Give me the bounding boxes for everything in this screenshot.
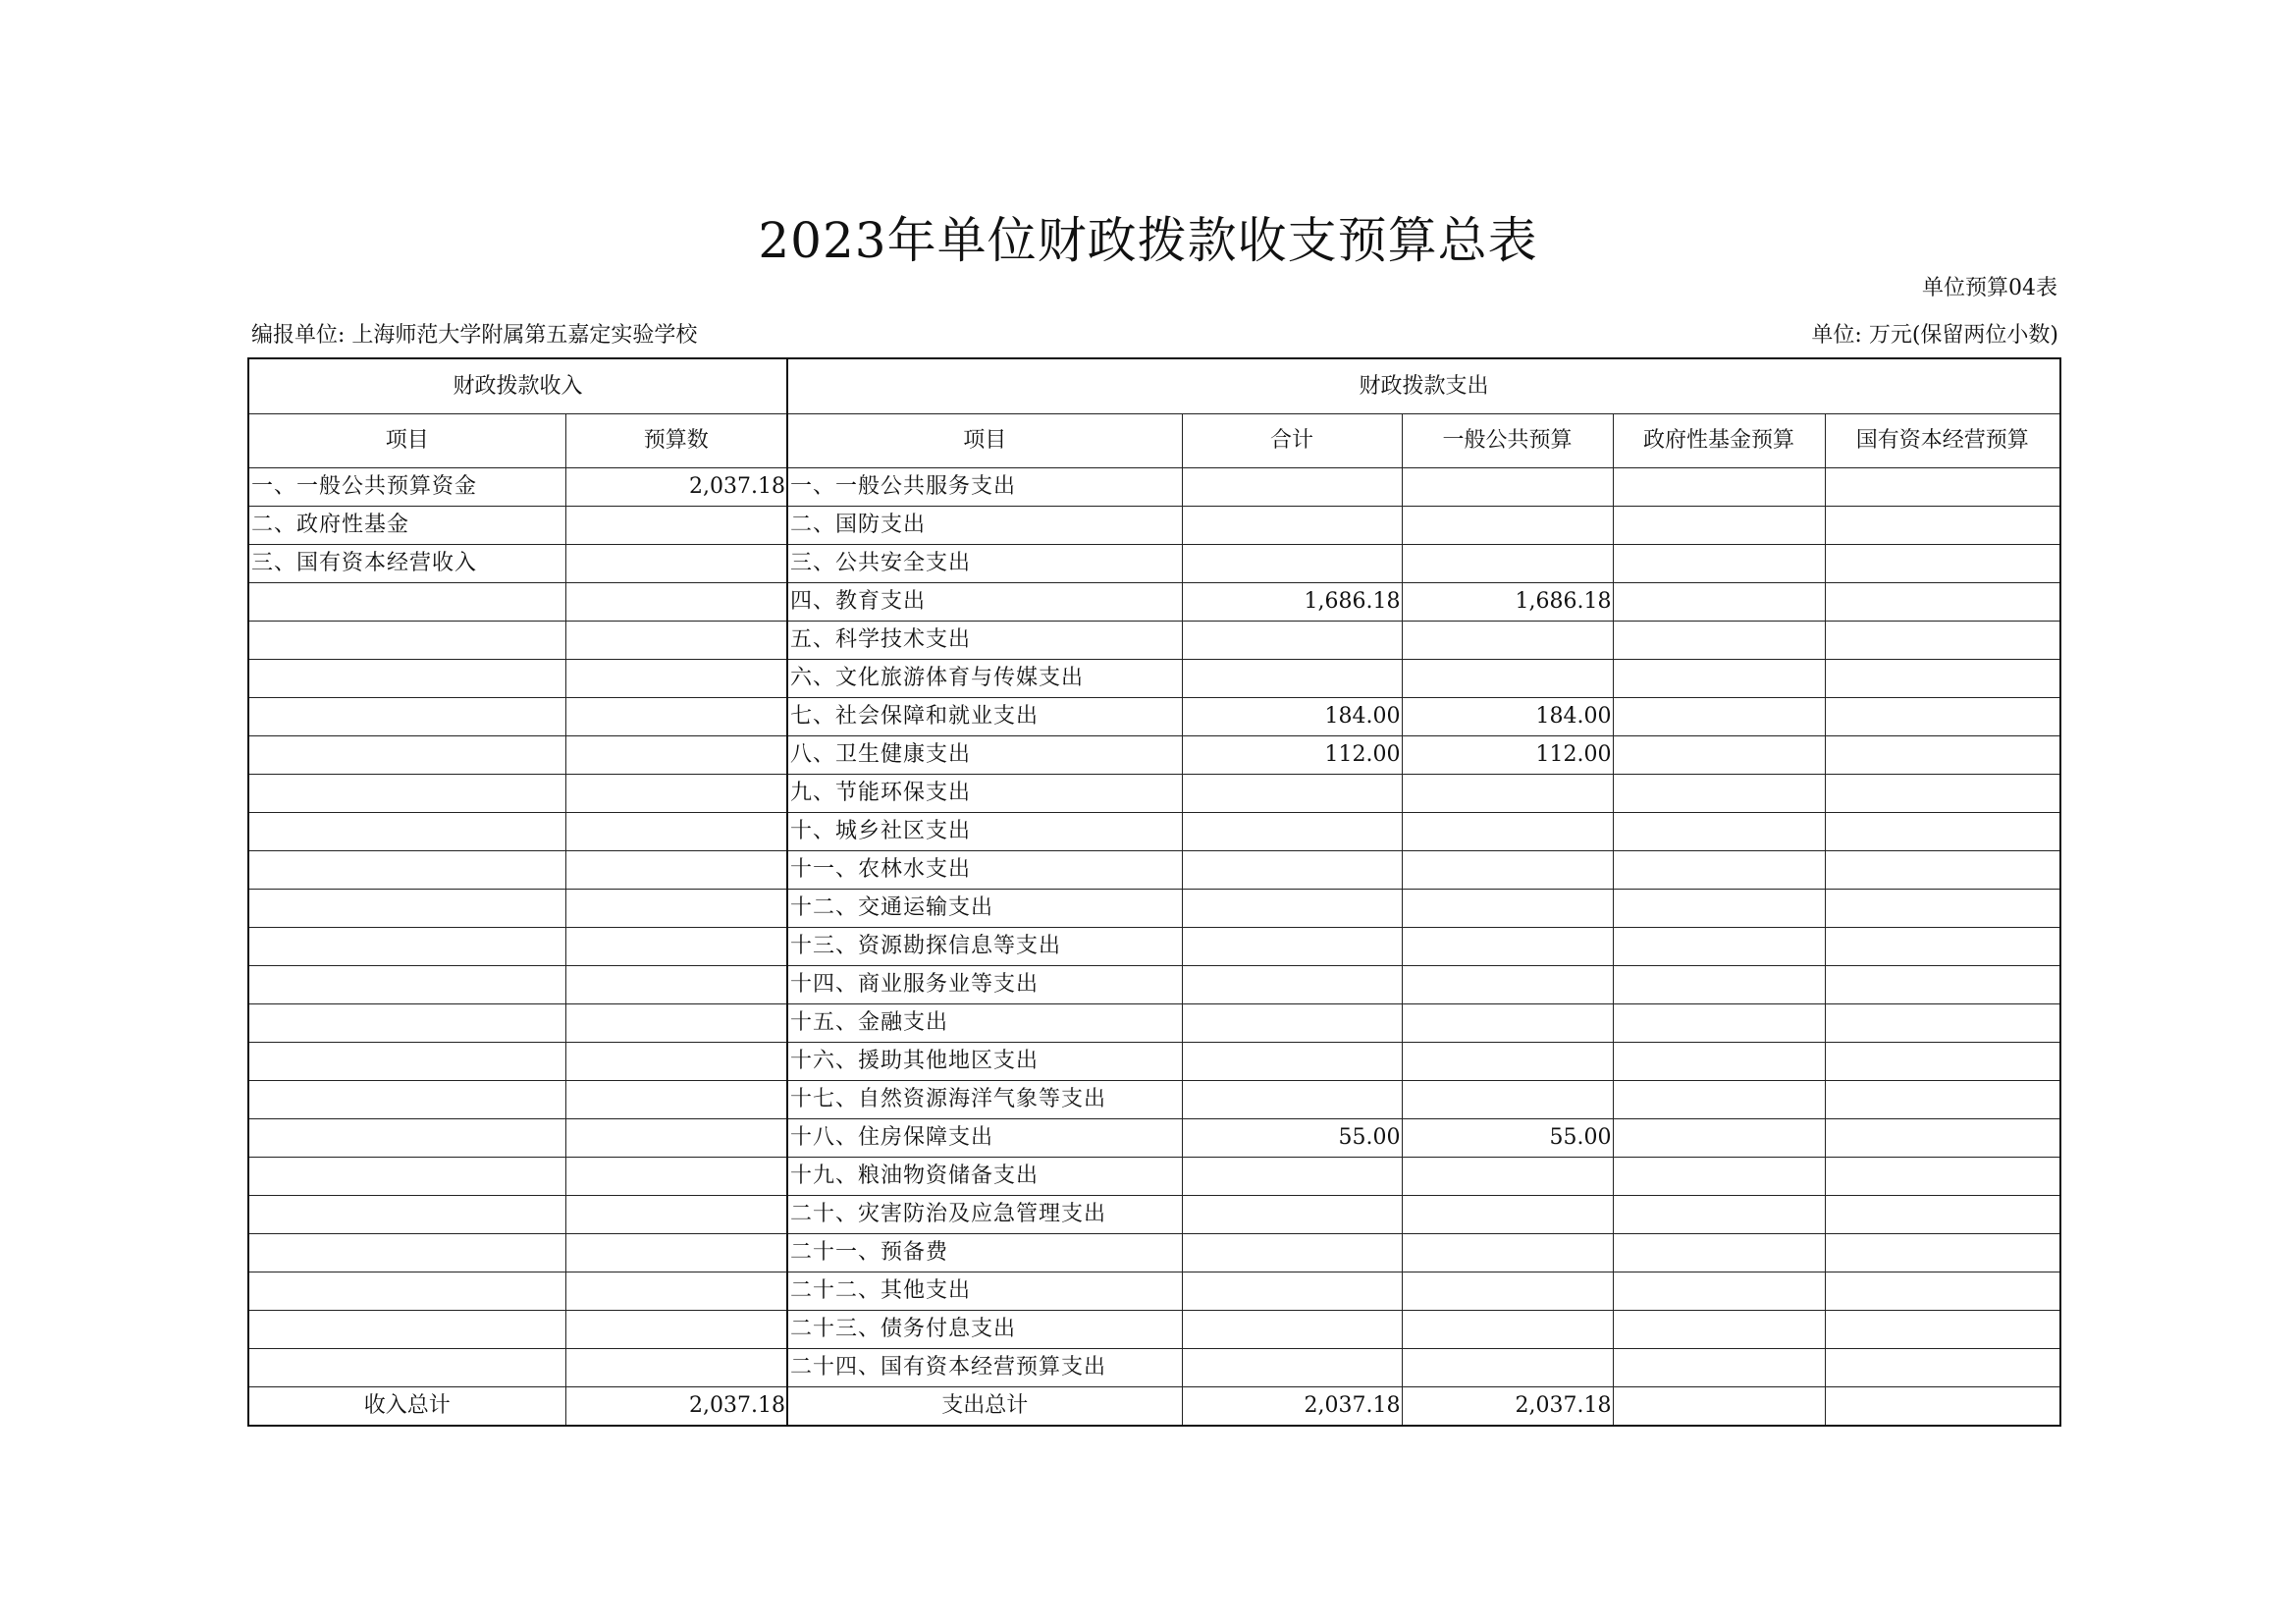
expense-total-cell: 55.00 <box>1182 1119 1402 1158</box>
expense-total-cell: 1,686.18 <box>1182 583 1402 622</box>
expense-total-cell <box>1182 1311 1402 1349</box>
expense-general-cell: 1,686.18 <box>1402 583 1613 622</box>
income-item-cell: 二、政府性基金 <box>248 507 565 545</box>
expense-state-capital-cell <box>1825 775 2060 813</box>
income-amount-cell <box>565 1234 787 1272</box>
expense-state-capital-cell <box>1825 966 2060 1004</box>
expense-item-cell: 三、公共安全支出 <box>787 545 1182 583</box>
expense-total-cell <box>1182 1081 1402 1119</box>
expense-item-cell: 四、教育支出 <box>787 583 1182 622</box>
income-amount-cell <box>565 1349 787 1387</box>
expense-total-cell <box>1182 1043 1402 1081</box>
income-item-cell <box>248 1349 565 1387</box>
income-item-cell <box>248 1004 565 1043</box>
expense-state-capital-cell <box>1825 1196 2060 1234</box>
expense-state-capital-cell <box>1825 1158 2060 1196</box>
expense-general-cell <box>1402 851 1613 890</box>
expense-general-cell <box>1402 660 1613 698</box>
income-amount-cell <box>565 545 787 583</box>
expense-state-capital-cell <box>1825 736 2060 775</box>
expense-general-cell <box>1402 468 1613 507</box>
expense-gov-fund-cell <box>1613 1272 1825 1311</box>
table-row <box>248 775 2060 813</box>
income-item-cell <box>248 660 565 698</box>
expense-total-cell <box>1182 545 1402 583</box>
table-row <box>248 1158 2060 1196</box>
expense-total-gov-fund <box>1613 1387 1825 1427</box>
expense-state-capital-cell <box>1825 1349 2060 1387</box>
table-row <box>248 1119 2060 1158</box>
expense-gov-fund-cell <box>1613 775 1825 813</box>
table-row <box>248 1311 2060 1349</box>
expense-state-capital-cell <box>1825 1272 2060 1311</box>
table-row <box>248 1234 2060 1272</box>
expense-total-cell: 112.00 <box>1182 736 1402 775</box>
expense-general-cell <box>1402 1196 1613 1234</box>
expense-item-cell: 十一、农林水支出 <box>787 851 1182 890</box>
expense-item-cell: 六、文化旅游体育与传媒支出 <box>787 660 1182 698</box>
income-item-cell <box>248 1043 565 1081</box>
income-amount-cell <box>565 507 787 545</box>
expense-item-cell: 十四、商业服务业等支出 <box>787 966 1182 1004</box>
income-amount-cell <box>565 1004 787 1043</box>
expense-state-capital-cell <box>1825 928 2060 966</box>
table-row <box>248 468 2060 507</box>
expense-general-cell <box>1402 813 1613 851</box>
expense-general-cell: 184.00 <box>1402 698 1613 736</box>
income-amount-cell <box>565 813 787 851</box>
income-item-cell <box>248 622 565 660</box>
income-item-cell <box>248 813 565 851</box>
income-amount-cell <box>565 698 787 736</box>
table-row <box>248 1004 2060 1043</box>
expense-total-state-capital <box>1825 1387 2060 1427</box>
expense-general-cell <box>1402 1158 1613 1196</box>
col-gov-fund-budget: 政府性基金预算 <box>1613 414 1825 468</box>
expense-total-cell <box>1182 1349 1402 1387</box>
expense-general-cell <box>1402 928 1613 966</box>
income-item-cell <box>248 1272 565 1311</box>
table-row <box>248 736 2060 775</box>
expense-item-cell: 十二、交通运输支出 <box>787 890 1182 928</box>
table-row <box>248 1196 2060 1234</box>
expense-gov-fund-cell <box>1613 1349 1825 1387</box>
unit-label: 单位: 万元(保留两位小数) <box>1811 323 2058 348</box>
income-item-cell <box>248 1119 565 1158</box>
expense-general-cell <box>1402 1349 1613 1387</box>
expense-total-cell <box>1182 660 1402 698</box>
table-row <box>248 851 2060 890</box>
expense-item-cell: 二十一、预备费 <box>787 1234 1182 1272</box>
expense-item-cell: 一、一般公共服务支出 <box>787 468 1182 507</box>
income-amount-cell <box>565 890 787 928</box>
income-amount-cell <box>565 1081 787 1119</box>
table-column-header <box>248 414 2060 468</box>
expense-item-cell: 十六、援助其他地区支出 <box>787 1043 1182 1081</box>
table-row <box>248 660 2060 698</box>
col-total: 合计 <box>1182 414 1402 468</box>
expense-gov-fund-cell <box>1613 545 1825 583</box>
expense-gov-fund-cell <box>1613 1119 1825 1158</box>
income-amount-cell <box>565 1119 787 1158</box>
expense-total-cell <box>1182 507 1402 545</box>
table-row <box>248 545 2060 583</box>
expense-item-cell: 五、科学技术支出 <box>787 622 1182 660</box>
expense-gov-fund-cell <box>1613 468 1825 507</box>
col-state-capital-budget: 国有资本经营预算 <box>1825 414 2060 468</box>
income-amount-cell <box>565 928 787 966</box>
expense-item-cell: 十九、粮油物资储备支出 <box>787 1158 1182 1196</box>
expense-total-cell <box>1182 468 1402 507</box>
expense-total-cell <box>1182 1158 1402 1196</box>
expense-general-cell <box>1402 1004 1613 1043</box>
expense-state-capital-cell <box>1825 507 2060 545</box>
expense-item-cell: 二十、灾害防治及应急管理支出 <box>787 1196 1182 1234</box>
expense-state-capital-cell <box>1825 851 2060 890</box>
table-row <box>248 1349 2060 1387</box>
expense-item-cell: 十五、金融支出 <box>787 1004 1182 1043</box>
income-amount-cell <box>565 660 787 698</box>
expense-total-cell <box>1182 928 1402 966</box>
col-income-budget: 预算数 <box>565 414 787 468</box>
expense-total-cell <box>1182 1196 1402 1234</box>
expense-gov-fund-cell <box>1613 813 1825 851</box>
expense-general-cell: 55.00 <box>1402 1119 1613 1158</box>
expense-total-cell: 184.00 <box>1182 698 1402 736</box>
income-item-cell <box>248 775 565 813</box>
income-amount-cell <box>565 1043 787 1081</box>
expense-item-cell: 十三、资源勘探信息等支出 <box>787 928 1182 966</box>
expense-state-capital-cell <box>1825 1004 2060 1043</box>
expense-general-cell <box>1402 1311 1613 1349</box>
page-title: 2023年单位财政拨款收支预算总表 <box>758 212 1538 269</box>
col-expense-item: 项目 <box>787 414 1182 468</box>
expense-state-capital-cell <box>1825 660 2060 698</box>
expense-gov-fund-cell <box>1613 1311 1825 1349</box>
income-item-cell <box>248 1311 565 1349</box>
expense-general-cell <box>1402 890 1613 928</box>
table-row <box>248 698 2060 736</box>
col-general-budget: 一般公共预算 <box>1402 414 1613 468</box>
income-amount-cell: 2,037.18 <box>565 468 787 507</box>
expense-state-capital-cell <box>1825 1119 2060 1158</box>
expense-state-capital-cell <box>1825 1081 2060 1119</box>
expense-gov-fund-cell <box>1613 1043 1825 1081</box>
form-number: 单位预算04表 <box>1922 276 2057 300</box>
expense-total-cell <box>1182 1004 1402 1043</box>
income-amount-cell <box>565 622 787 660</box>
income-item-cell <box>248 698 565 736</box>
expense-total-cell <box>1182 966 1402 1004</box>
expense-gov-fund-cell <box>1613 1004 1825 1043</box>
expense-general-cell <box>1402 1234 1613 1272</box>
budget-table <box>247 357 2061 1427</box>
expense-state-capital-cell <box>1825 545 2060 583</box>
income-item-cell <box>248 966 565 1004</box>
expense-total-cell <box>1182 1272 1402 1311</box>
income-item-cell <box>248 1196 565 1234</box>
expense-item-cell: 二十四、国有资本经营预算支出 <box>787 1349 1182 1387</box>
expense-total-label: 支出总计 <box>787 1387 1182 1427</box>
expense-item-cell: 二、国防支出 <box>787 507 1182 545</box>
expense-gov-fund-cell <box>1613 736 1825 775</box>
expense-general-cell: 112.00 <box>1402 736 1613 775</box>
expense-total-cell <box>1182 890 1402 928</box>
expense-general-cell <box>1402 1081 1613 1119</box>
expense-total-amount: 2,037.18 <box>1182 1387 1402 1427</box>
expense-general-cell <box>1402 775 1613 813</box>
table-row <box>248 928 2060 966</box>
income-item-cell <box>248 736 565 775</box>
table-row <box>248 813 2060 851</box>
expense-state-capital-cell <box>1825 813 2060 851</box>
income-amount-cell <box>565 1158 787 1196</box>
table-row <box>248 890 2060 928</box>
income-item-cell: 三、国有资本经营收入 <box>248 545 565 583</box>
table-group-header <box>248 358 2060 414</box>
expense-item-cell: 十、城乡社区支出 <box>787 813 1182 851</box>
expense-general-cell <box>1402 966 1613 1004</box>
expense-gov-fund-cell <box>1613 622 1825 660</box>
income-amount-cell <box>565 851 787 890</box>
expense-state-capital-cell <box>1825 1311 2060 1349</box>
expense-state-capital-cell <box>1825 890 2060 928</box>
expense-item-cell: 十七、自然资源海洋气象等支出 <box>787 1081 1182 1119</box>
totals-row <box>248 1387 2060 1427</box>
expense-total-cell <box>1182 813 1402 851</box>
expense-total-cell <box>1182 622 1402 660</box>
income-item-cell <box>248 1081 565 1119</box>
expense-state-capital-cell <box>1825 468 2060 507</box>
expense-item-cell: 二十三、债务付息支出 <box>787 1311 1182 1349</box>
expense-group-header: 财政拨款支出 <box>787 358 2060 414</box>
expense-gov-fund-cell <box>1613 1196 1825 1234</box>
expense-gov-fund-cell <box>1613 1234 1825 1272</box>
expense-item-cell: 九、节能环保支出 <box>787 775 1182 813</box>
col-income-item: 项目 <box>248 414 565 468</box>
table-row <box>248 966 2060 1004</box>
expense-gov-fund-cell <box>1613 851 1825 890</box>
table-row <box>248 1081 2060 1119</box>
expense-total-cell <box>1182 851 1402 890</box>
expense-gov-fund-cell <box>1613 1158 1825 1196</box>
income-amount-cell <box>565 775 787 813</box>
expense-gov-fund-cell <box>1613 583 1825 622</box>
expense-gov-fund-cell <box>1613 1081 1825 1119</box>
table-row <box>248 622 2060 660</box>
expense-gov-fund-cell <box>1613 660 1825 698</box>
expense-total-cell <box>1182 775 1402 813</box>
expense-total-cell <box>1182 1234 1402 1272</box>
expense-state-capital-cell <box>1825 1043 2060 1081</box>
expense-general-cell <box>1402 1272 1613 1311</box>
expense-state-capital-cell <box>1825 583 2060 622</box>
income-total-label: 收入总计 <box>248 1387 565 1427</box>
income-total-amount: 2,037.18 <box>565 1387 787 1427</box>
income-item-cell <box>248 928 565 966</box>
expense-item-cell: 十八、住房保障支出 <box>787 1119 1182 1158</box>
expense-state-capital-cell <box>1825 1234 2060 1272</box>
income-amount-cell <box>565 1311 787 1349</box>
table-row <box>248 1043 2060 1081</box>
expense-general-cell <box>1402 1043 1613 1081</box>
expense-gov-fund-cell <box>1613 507 1825 545</box>
income-item-cell <box>248 1234 565 1272</box>
table-row <box>248 583 2060 622</box>
income-group-header: 财政拨款收入 <box>248 358 787 414</box>
expense-gov-fund-cell <box>1613 966 1825 1004</box>
expense-gov-fund-cell <box>1613 698 1825 736</box>
table-row <box>248 507 2060 545</box>
expense-general-cell <box>1402 545 1613 583</box>
reporting-organization: 编报单位: 上海师范大学附属第五嘉定实验学校 <box>251 323 698 348</box>
income-item-cell <box>248 851 565 890</box>
expense-item-cell: 二十二、其他支出 <box>787 1272 1182 1311</box>
income-item-cell <box>248 583 565 622</box>
income-amount-cell <box>565 966 787 1004</box>
table-row <box>248 1272 2060 1311</box>
income-amount-cell <box>565 583 787 622</box>
income-item-cell: 一、一般公共预算资金 <box>248 468 565 507</box>
expense-gov-fund-cell <box>1613 928 1825 966</box>
expense-state-capital-cell <box>1825 698 2060 736</box>
income-amount-cell <box>565 1196 787 1234</box>
expense-general-cell <box>1402 622 1613 660</box>
income-item-cell <box>248 890 565 928</box>
income-item-cell <box>248 1158 565 1196</box>
expense-state-capital-cell <box>1825 622 2060 660</box>
expense-gov-fund-cell <box>1613 890 1825 928</box>
expense-general-cell <box>1402 507 1613 545</box>
income-amount-cell <box>565 736 787 775</box>
expense-total-general: 2,037.18 <box>1402 1387 1613 1427</box>
expense-item-cell: 八、卫生健康支出 <box>787 736 1182 775</box>
income-amount-cell <box>565 1272 787 1311</box>
expense-item-cell: 七、社会保障和就业支出 <box>787 698 1182 736</box>
